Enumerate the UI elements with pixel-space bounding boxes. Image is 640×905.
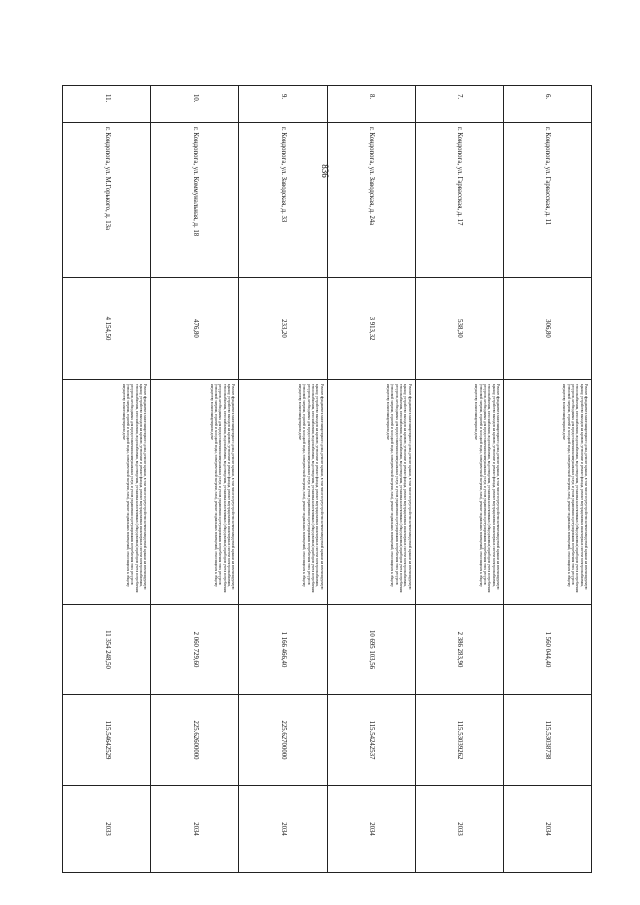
- row-area: 4 154,50: [63, 278, 151, 380]
- row-area: 233,20: [239, 278, 327, 380]
- row-address: г. Кондопога, ул. Гарвасская, д. 17: [415, 123, 503, 278]
- row-year: 2034: [151, 786, 239, 873]
- row-year: 2033: [415, 786, 503, 873]
- row-works: Ремонт фундамента многоквартирного дома, ремонт крыши, в том числе переустройство невентилируемой крыши на вентилируемую крышу, устройство выходов на кровлю, утепление и ремонт фасада, ремонт внутридомовых инженерных систем электроснабжения, теплоснабжения, газоснабжения, водоснабжения, водоотведения, установка коллективных (общедомовых) приборов учета потребления ресурсов, необходимых для предоставления коммунальных услуг, и узлов управления и регулирования потребления этих ресурсов (тепловой энергии, горячей и холодной воды, электрической энергии, газа), ремонт подвальных помещений, относящихся к общему имуществу в многоквартирном доме: [239, 380, 327, 605]
- row-address: г. Кондопога, ул. М.Горького, д. 13а: [63, 123, 151, 278]
- row-address: г. Кондопога, ул. Гарвасская, д. 11: [503, 123, 591, 278]
- table-body: [63, 86, 592, 873]
- row-works: Ремонт фундамента многоквартирного дома, ремонт крыши, в том числе переустройство невентилируемой крыши на вентилируемую крышу, устройство выходов на кровлю, утепление и ремонт фасада, ремонт внутридомовых инженерных систем электроснабжения, теплоснабжения, газоснабжения, водоснабжения, водоотведения, установка коллективных (общедомовых) приборов учета потребления ресурсов, необходимых для предоставления коммунальных услуг, и узлов управления и регулирования потребления этих ресурсов (тепловой энергии, горячей и холодной воды, электрической энергии, газа), ремонт подвальных помещений, относящихся к общему имуществу в многоквартирном доме: [63, 380, 151, 605]
- row-year: 2033: [63, 786, 151, 873]
- row-number: 6.: [503, 86, 591, 123]
- row-number: 9.: [239, 86, 327, 123]
- rotated-table-container: [62, 85, 592, 872]
- row-cost: 1 560 044,40: [503, 605, 591, 695]
- row-cost: 2 386 283,90: [415, 605, 503, 695]
- row-unit-price: 115.53038738: [503, 695, 591, 786]
- repair-program-table: [62, 85, 592, 873]
- row-area: 538,30: [415, 278, 503, 380]
- row-number: 8.: [327, 86, 415, 123]
- row-works: Ремонт фундамента многоквартирного дома, ремонт крыши, в том числе переустройство невентилируемой крыши на вентилируемую крышу, устройство выходов на кровлю, утепление и ремонт фасада, ремонт внутридомовых инженерных систем электроснабжения, теплоснабжения, газоснабжения, водоснабжения, водоотведения, установка коллективных (общедомовых) приборов учета потребления ресурсов, необходимых для предоставления коммунальных услуг, и узлов управления и регулирования потребления этих ресурсов (тепловой энергии, горячей и холодной воды, электрической энергии, газа), ремонт подвальных помещений, относящихся к общему имуществу в многоквартирном доме: [503, 380, 591, 605]
- row-cost: 10 695 103,56: [327, 605, 415, 695]
- row-number: 10.: [151, 86, 239, 123]
- row-unit-price: 225.62700000: [239, 695, 327, 786]
- row-address: г. Кондопога, ул. Коммунальная, д. 18: [151, 123, 239, 278]
- row-cost: 1 166 466,40: [239, 605, 327, 695]
- table-row: [503, 86, 591, 873]
- row-works: Ремонт фундамента многоквартирного дома, ремонт крыши, в том числе переустройство невентилируемой крыши на вентилируемую крышу, устройство выходов на кровлю, утепление и ремонт фасада, ремонт внутридомовых инженерных систем электроснабжения, теплоснабжения, газоснабжения, водоснабжения, водоотведения, установка коллективных (общедомовых) приборов учета потребления ресурсов, необходимых для предоставления коммунальных услуг, и узлов управления и регулирования потребления этих ресурсов (тепловой энергии, горячей и холодной воды, электрической энергии, газа), ремонт подвальных помещений, относящихся к общему имуществу в многоквартирном доме: [327, 380, 415, 605]
- row-unit-price: 225.62600000: [151, 695, 239, 786]
- rotated-table-area: [62, 85, 592, 872]
- row-address: г. Кондопога, ул. Заводская, д. 33: [239, 123, 327, 278]
- table-row: [151, 86, 239, 873]
- table-row: [63, 86, 151, 873]
- row-cost: 11 354 248,50: [63, 605, 151, 695]
- row-works: Ремонт фундамента многоквартирного дома, ремонт крыши, в том числе переустройство невентилируемой крыши на вентилируемую крышу, устройство выходов на кровлю, утепление и ремонт фасада, ремонт внутридомовых инженерных систем электроснабжения, теплоснабжения, газоснабжения, водоснабжения, водоотведения, установка коллективных (общедомовых) приборов учета потребления ресурсов, необходимых для предоставления коммунальных услуг, и узлов управления и регулирования потребления этих ресурсов (тепловой энергии, горячей и холодной воды, электрической энергии, газа), ремонт подвальных помещений, относящихся к общему имуществу в многоквартирном доме: [415, 380, 503, 605]
- table-row: [239, 86, 327, 873]
- table-row: [415, 86, 503, 873]
- row-cost: 2 060 729,60: [151, 605, 239, 695]
- row-unit-price: 115.54642529: [63, 695, 151, 786]
- row-unit-price: 115.53039262: [415, 695, 503, 786]
- row-unit-price: 115.54242537: [327, 695, 415, 786]
- row-year: 2034: [503, 786, 591, 873]
- row-address: г. Кондопога, ул. Заводская, д. 24а: [327, 123, 415, 278]
- row-number: 11.: [63, 86, 151, 123]
- row-year: 2034: [327, 786, 415, 873]
- page-number: 836: [319, 164, 330, 178]
- row-works: Ремонт фундамента многоквартирного дома, ремонт крыши, в том числе переустройство невентилируемой крыши на вентилируемую крышу, устройство выходов на кровлю, утепление и ремонт фасада, ремонт внутридомовых инженерных систем электроснабжения, теплоснабжения, газоснабжения, водоснабжения, водоотведения, установка коллективных (общедомовых) приборов учета потребления ресурсов, необходимых для предоставления коммунальных услуг, и узлов управления и регулирования потребления этих ресурсов (тепловой энергии, горячей и холодной воды, электрической энергии, газа), ремонт подвальных помещений, относящихся к общему имуществу в многоквартирном доме: [151, 380, 239, 605]
- row-area: 476,80: [151, 278, 239, 380]
- table-row: [327, 86, 415, 873]
- row-area: 306,80: [503, 278, 591, 380]
- row-area: 3 913,32: [327, 278, 415, 380]
- row-number: 7.: [415, 86, 503, 123]
- row-year: 2034: [239, 786, 327, 873]
